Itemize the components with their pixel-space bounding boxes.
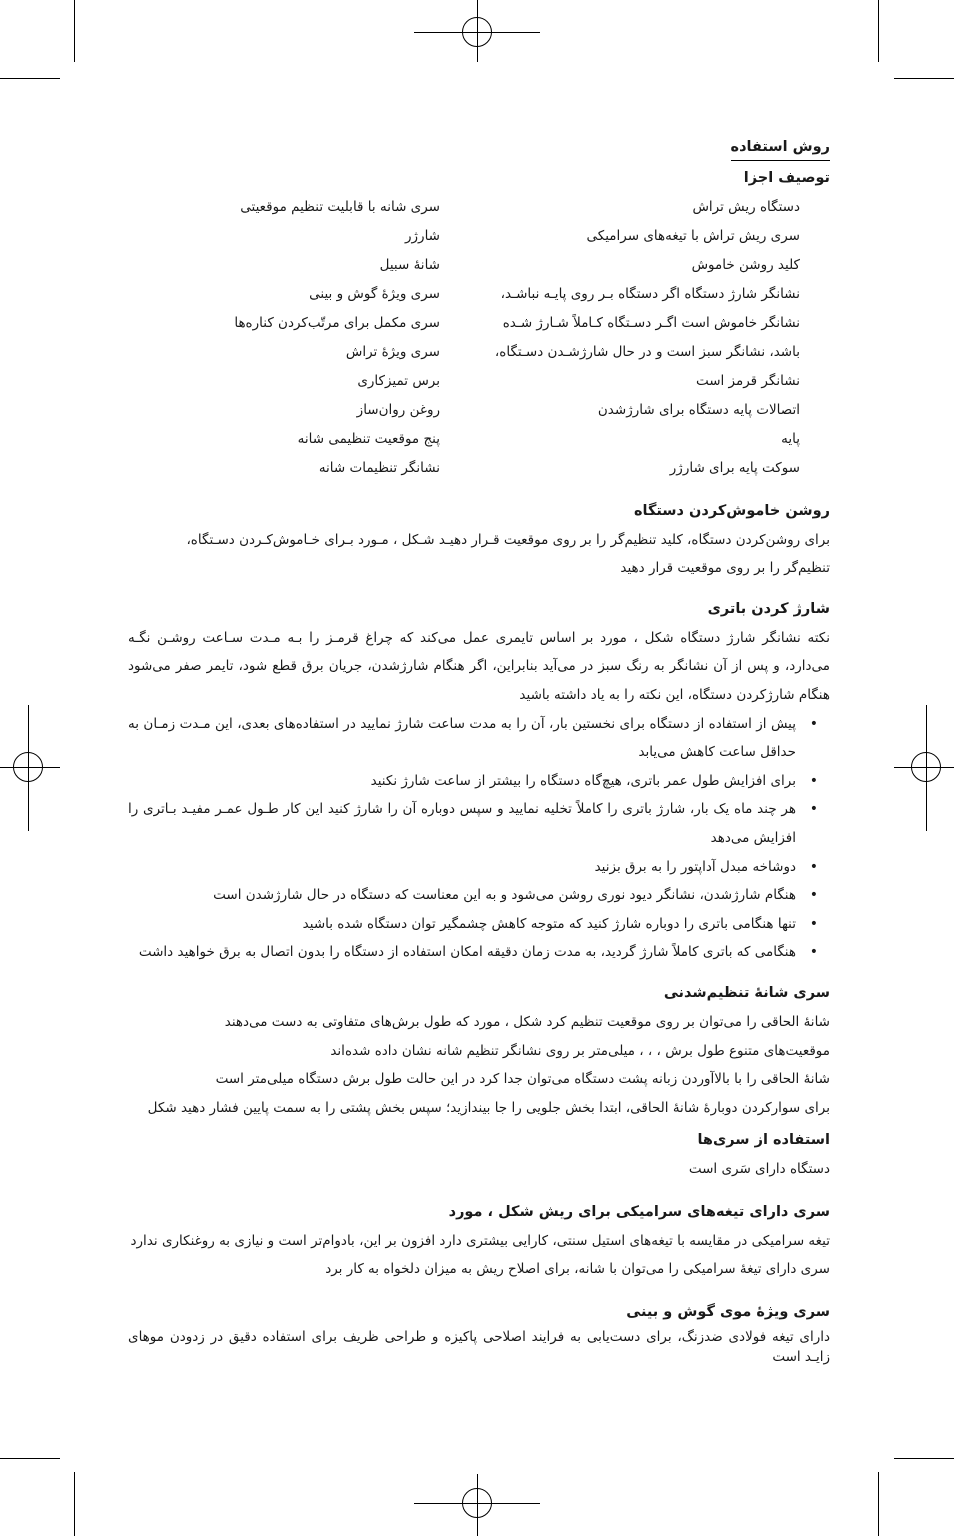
comb-line: شانهٔ الحاقی را با بالاآوردن زبانه پشت دستگاه می‌توان جدا کرد در این حالت طول برش دستگاه میلی‌متر است: [215, 1071, 830, 1088]
comb-line: موقعیت‌های متنوع طول برش ، ، ، میلی‌متر بر روی نشانگر تنظیم شانه نشان داده شده‌اند: [330, 1042, 830, 1059]
crop-mark-bottom-left-v: [74, 1472, 75, 1536]
ceramic-heading: سری دارای تیغه‌های سرامیکی برای ریش شکل ، مورد: [448, 1203, 830, 1220]
crop-mark-bottom-right-v: [878, 1472, 879, 1536]
parts-heading: توصیف اجزا: [743, 169, 830, 186]
crop-mark-top-right-v: [878, 0, 879, 62]
parts-column-left: [130, 193, 470, 483]
list-item: • هنگام شارژشدن، نشانگر دیود نوری روشن می‌شود و به این معناست که دستگاه در حال شارژشدن است: [128, 881, 796, 910]
parts-column-right: [470, 193, 830, 483]
part-item: نشانگر قرمز است: [695, 372, 800, 389]
heads-line: دستگاه دارای سَری است: [688, 1161, 830, 1178]
nose-text: دارای تیغه فولادی ضدزنگ، برای دست‌یابی به فرایند اصلاحی پاکیزه و طراحی ظریف برای استفاده دقیق در زدودن موهای زایـد است: [128, 1329, 830, 1366]
list-item: • هنگامی که باتری کاملاً شارژ گردید، به مدت زمان دقیقه امکان استفاده از دستگاه را بدون اتصال به برق خواهید داشت: [128, 938, 796, 967]
part-item: پنج موقعیت تنظیمی شانه: [297, 430, 440, 447]
part-item: شانهٔ سبیل: [379, 256, 440, 273]
list-item: • هر چند ماه یک بار، شارژ باتری را کاملاً تخلیه نمایید و سپس دوباره آن را شارژ کنید این کار طـول عمـر مفیـد بـاتری را افزایش می‌دهد: [128, 795, 796, 852]
crop-mark-bottom-left-h: [0, 1458, 60, 1459]
charging-bullets: [128, 710, 830, 967]
part-item: سری شانه با قابلیت تنظیم موقعیتی: [240, 198, 440, 215]
onoff-line: تنظیم‌گر را بر روی موقعیت قرار دهید: [620, 560, 830, 577]
part-item: کلید روشن خاموش: [691, 256, 800, 273]
part-item: پایه: [781, 430, 800, 447]
crop-mark-bottom-right-h: [894, 1458, 954, 1459]
registration-top-circle: [462, 17, 492, 47]
crop-mark-top-left-v: [74, 0, 75, 62]
charging-note: نکته نشانگر شارژ دستگاه شکل ، مورد بر اساس تایمری عمل می‌کند که چراغ قرمـز را بـه مـدت سـاعت روشـن نگـه می‌دارد، و پس از آن نشانگر به رنگ سبز در می‌آید بنابراین، اگر هنگام شارژشدن، جریان برق قطع شود، تایمر صفر می‌شود هنگام شارژکردن دستگاه، این نکته را به یاد داشته باشید: [128, 629, 830, 703]
part-item: سوکت پایه برای شارژر: [669, 459, 800, 476]
parts-list: [128, 193, 830, 483]
list-item: • دوشاخه مبدل آداپتور را به برق بزنید: [128, 853, 796, 882]
list-item: • پیش از استفاده از دستگاه برای نخستین بار، آن را به مدت ساعت شارژ نمایید در استفاده‌های بعدی، این مـدت زمـان به حداقل ساعت کاهش می‌یابد: [128, 710, 796, 767]
registration-left-circle: [13, 752, 43, 782]
charging-heading: شارژ کردن باتری: [707, 600, 830, 617]
page-title: روش استفاده: [731, 134, 830, 161]
list-item: • برای افزایش طول عمر باتری، هیچ‌گاه دستگاه را بیشتر از ساعت شارژ نکنید: [128, 767, 796, 796]
comb-heading: سری شانهٔ تنظیم‌شدنی: [663, 984, 830, 1001]
part-item: باشد، نشانگر سبز است و در حال شارژشـدن دسـتگاه،: [494, 343, 800, 360]
crop-mark-top-right-h: [894, 78, 954, 79]
part-item: نشانگر خاموش است اگـر دسـتگاه کـاملاً شـارژ شـده: [502, 314, 800, 331]
part-item: اتصالات پایه دستگاه برای شارژشدن: [597, 401, 800, 418]
part-item: شارژر: [405, 227, 440, 244]
part-item: سری ویژهٔ تراش: [345, 343, 440, 360]
nose-heading: سری ویژهٔ موی گوش و بینی: [626, 1304, 830, 1321]
part-item: برس تمیزکاری: [357, 372, 440, 389]
ceramic-line: تیغه سرامیکی در مقایسه با تیغه‌های استیل سنتی، کارایی بیشتری دارد افزون بر این، بادوام‌تر است و نیازی به روغنکاری ندارد: [130, 1232, 830, 1249]
manual-content: [128, 130, 830, 1367]
registration-bottom-circle: [462, 1488, 492, 1518]
heads-heading: استفاده از سری‌ها: [697, 1132, 830, 1149]
crop-mark-top-left-h: [0, 78, 60, 79]
list-item: • تنها هنگامی باتری را دوباره شارژ کنید که متوجه کاهش چشمگیر توان دستگاه شده باشید: [128, 910, 796, 939]
registration-right-circle: [911, 752, 941, 782]
onoff-heading: روشن خاموش‌کردن دستگاه: [633, 502, 830, 519]
part-item: سری مکمل برای مرتّب‌کردن کناره‌ها: [234, 314, 440, 331]
part-item: نشانگر شارژ دستگاه اگر دستگاه بـر روی پایـه نباشـد،: [500, 285, 800, 302]
part-item: سری ریش تراش با تیغه‌های سرامیکی: [586, 227, 800, 244]
part-item: دستگاه ریش تراش: [692, 198, 800, 215]
comb-line: شانهٔ الحاقی را می‌توان بر روی موقعیت تنظیم کرد شکل ، مورد که طول برش‌های متفاوتی به دست می‌دهند: [224, 1013, 830, 1030]
part-item: سری ویژهٔ گوش و بینی: [309, 285, 440, 302]
onoff-line: برای روشن‌کردن دستگاه، کلید تنظیم‌گر را بر روی موقعیت قـرار دهیـد شـکل ، مـورد بـرای خـاموش‌کـردن دسـتگاه،: [186, 531, 830, 548]
ceramic-line: سری دارای تیغهٔ سرامیکی را می‌توان با شانه، برای اصلاح ریش به میزان دلخواه به کار برد: [325, 1261, 830, 1278]
part-item: روغن روان‌ساز: [356, 401, 440, 418]
part-item: نشانگر تنظیمات شانه: [318, 459, 440, 476]
comb-line: برای سوارکردن دوبارهٔ شانهٔ الحاقی، ابتدا بخش جلویی را جا بیندازید؛ سپس بخش پشتی را به سمت پایین فشار دهید شکل: [147, 1099, 830, 1116]
